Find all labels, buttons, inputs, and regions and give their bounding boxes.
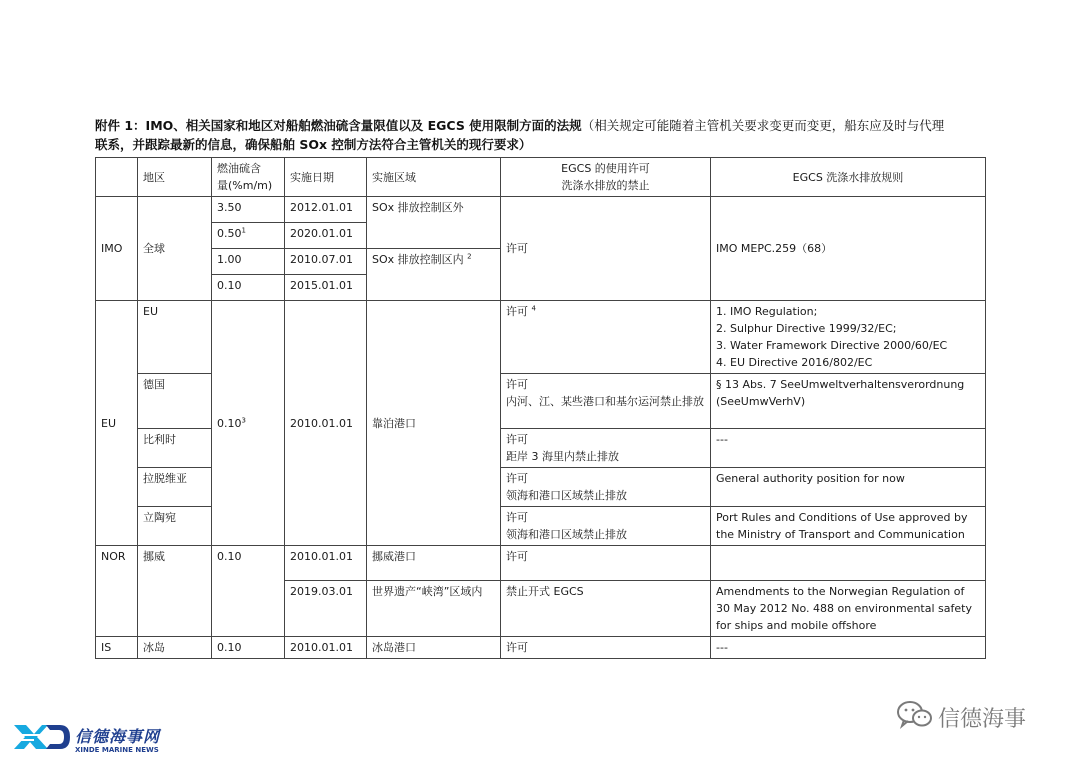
- is-region: 冰岛: [138, 637, 212, 659]
- eu-region-1: EU: [138, 301, 212, 374]
- title-light: （相关规定可能随着主管机关要求变更而变更，船东应及时与代理: [581, 118, 945, 133]
- eu-egcs-1: 许可 $^4$: [501, 301, 711, 374]
- is-area: 冰岛港口: [367, 637, 501, 659]
- eu-date: 2010.01.01: [285, 301, 367, 546]
- header-rules: EGCS 洗涤水排放规则: [711, 158, 986, 197]
- eu-egcs-5: 许可 领海和港口区域禁止排放: [501, 507, 711, 546]
- header-sulphur: 燃油硫含 量(%m/m): [212, 158, 285, 197]
- eu-rules-1: 1. IMO Regulation; 2. Sulphur Directive 1999/32/EC; 3. Water Framework Directive 2000/60/EC 4. EU Directive 2016/802/EC: [711, 301, 986, 374]
- imo-region: 全球: [138, 197, 212, 301]
- table-row-imo-1: [96, 197, 986, 223]
- xinde-logo: [12, 722, 161, 754]
- eu-sulphur: 0.10$^3$: [212, 301, 285, 546]
- nor-sulphur: 0.10: [212, 546, 285, 637]
- nor-rules-2: Amendments to the Norwegian Regulation of 30 May 2012 No. 488 on environmental safety for ships and mobile offshore: [711, 581, 986, 637]
- eu-rules-4: General authority position for now: [711, 468, 986, 507]
- nor-area-2: 世界遗产“峡湾”区域内: [367, 581, 501, 637]
- eu-region-2: 德国: [138, 374, 212, 429]
- nor-region: 挪威: [138, 546, 212, 637]
- nor-area-1: 挪威港口: [367, 546, 501, 581]
- header-egcs: EGCS 的使用许可 洗涤水排放的禁止: [501, 158, 711, 197]
- eu-region-3: 比利时: [138, 429, 212, 468]
- table-row-nor-1: [96, 546, 986, 581]
- wechat-watermark: [896, 700, 1056, 734]
- eu-egcs-3: 许可 距岸 3 海里内禁止排放: [501, 429, 711, 468]
- wechat-icon: [896, 700, 934, 730]
- is-date: 2010.01.01: [285, 637, 367, 659]
- imo-date-4: 2015.01.01: [285, 275, 367, 301]
- eu-egcs-2: 许可 内河、江、某些港口和基尔运河禁止排放: [501, 374, 711, 429]
- logo-text-en: XINDE MARINE NEWS: [75, 746, 159, 754]
- eu-code: EU: [96, 301, 138, 546]
- is-code: IS: [96, 637, 138, 659]
- eu-egcs-4: 许可 领海和港口区域禁止排放: [501, 468, 711, 507]
- imo-rule: IMO MEPC.259（68）: [711, 197, 986, 301]
- is-egcs: 许可: [501, 637, 711, 659]
- nor-egcs-1: 许可: [501, 546, 711, 581]
- header-row: [96, 158, 986, 197]
- eu-rules-3: ---: [711, 429, 986, 468]
- imo-sulphur-2: 0.50$^1$: [212, 223, 285, 249]
- nor-egcs-2: 禁止开式 EGCS: [501, 581, 711, 637]
- imo-sulphur-1: 3.50: [212, 197, 285, 223]
- header-code: [96, 158, 138, 197]
- table-row-eu-1: [96, 301, 986, 374]
- watermark-text: 信德海事: [938, 707, 1027, 732]
- imo-date-3: 2010.07.01: [285, 249, 367, 275]
- imo-code: IMO: [96, 197, 138, 301]
- table-row-is: [96, 637, 986, 659]
- xd-logo-icon: [12, 722, 72, 750]
- imo-egcs: 许可: [501, 197, 711, 301]
- header-date: 实施日期: [285, 158, 367, 197]
- eu-region-4: 拉脱维亚: [138, 468, 212, 507]
- imo-date-1: 2012.01.01: [285, 197, 367, 223]
- nor-date-2: 2019.03.01: [285, 581, 367, 637]
- title-line2: 联系，并跟踪最新的信息，确保船舶 SOx 控制方法符合主管机关的现行要求）: [95, 137, 532, 152]
- title-bold: 附件 1：IMO、相关国家和地区对船舶燃油硫含量限值以及 EGCS 使用限制方面的法规: [95, 118, 582, 133]
- header-region: 地区: [138, 158, 212, 197]
- imo-sulphur-3: 1.00: [212, 249, 285, 275]
- imo-date-2: 2020.01.01: [285, 223, 367, 249]
- eu-area: 靠泊港口: [367, 301, 501, 546]
- nor-rule-1: [711, 546, 986, 581]
- nor-code: NOR: [96, 546, 138, 637]
- is-rule: ---: [711, 637, 986, 659]
- imo-area-inside: SOx 排放控制区内 $^2$: [367, 249, 501, 301]
- eu-rules-5: Port Rules and Conditions of Use approved by the Ministry of Transport and Communication: [711, 507, 986, 546]
- eu-region-5: 立陶宛: [138, 507, 212, 546]
- document-title: [95, 116, 995, 154]
- regulation-table: [95, 157, 986, 659]
- eu-rules-2: § 13 Abs. 7 SeeUmweltverhaltensverordnung (SeeUmwVerhV): [711, 374, 986, 429]
- header-area: 实施区域: [367, 158, 501, 197]
- nor-date-1: 2010.01.01: [285, 546, 367, 581]
- imo-sulphur-4: 0.10: [212, 275, 285, 301]
- imo-area-outside: SOx 排放控制区外: [367, 197, 501, 249]
- logo-text-cn: 信德海事网: [75, 727, 161, 746]
- is-sulphur: 0.10: [212, 637, 285, 659]
